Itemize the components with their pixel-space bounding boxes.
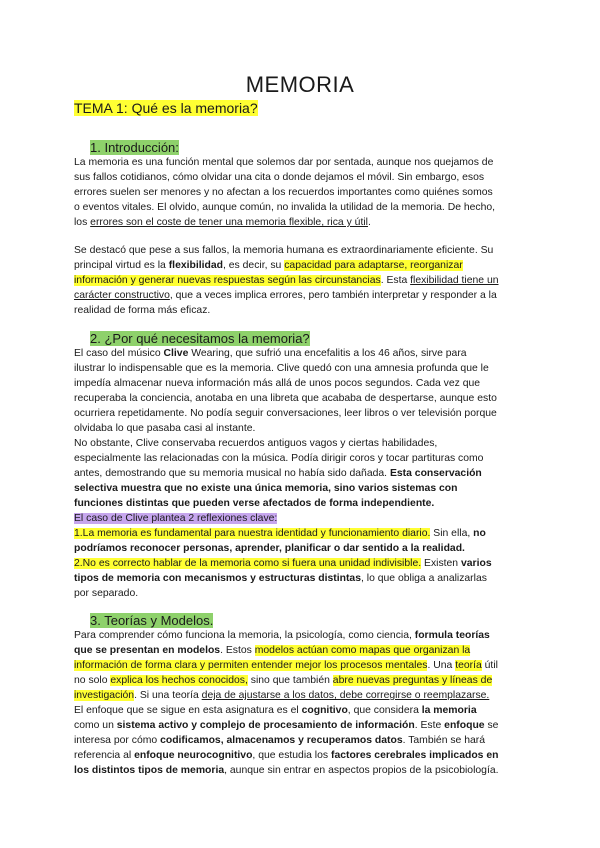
bold-text: enfoque: [444, 720, 485, 731]
highlighted-text: información y generar nuevas respuestas según las circunstancias: [74, 275, 381, 286]
text-run: Para comprender cómo funciona la memoria, la psicología, como ciencia,: [74, 630, 415, 641]
text-line: impedía almacenar nueva información más allá de unos pocos segundos. Cada vez que: [74, 378, 481, 389]
bold-text: sistema activo y complejo de procesamiento de información: [116, 720, 415, 731]
text-run: no solo: [74, 675, 111, 686]
text-run: . Esta: [380, 275, 411, 286]
bold-text: los distintos tipos de memoria: [74, 765, 225, 776]
text-run: . Una: [427, 660, 456, 671]
text-line: selectiva muestra que no existe una única memoria, sino varios sistemas con: [74, 483, 458, 494]
text-run: útil: [481, 660, 498, 671]
text-run: se: [484, 720, 499, 731]
text-line: especialmente las relacionadas con la música. Podía dirigir coros y tocar partituras como: [74, 453, 484, 464]
bold-text: Esta conservación: [389, 468, 482, 479]
bold-text: que se presentan en modelos: [74, 645, 221, 656]
topic-heading: [74, 100, 258, 116]
topic-heading-text: TEMA 1: Qué es la memoria?: [74, 100, 258, 116]
underlined-text: deja de ajustarse a los datos, debe corregirse o reemplazarse.: [201, 690, 490, 701]
section-1-heading-text: 1. Introducción:: [90, 140, 179, 155]
bold-text: Clive: [163, 348, 189, 359]
section-1-paragraph-1: [74, 155, 526, 230]
section-3-heading-text: 3. Teorías y Modelos.: [90, 613, 214, 628]
text-run: antes, demostrando que su memoria musical no había sido dañada.: [74, 468, 390, 479]
text-line: errores suelen ser menores y no afectan a los recuerdos importantes como quiénes somos: [74, 187, 493, 198]
highlighted-text: capacidad para adaptarse, reorganizar: [284, 260, 463, 271]
highlighted-text: explica los hechos conocidos,: [110, 675, 248, 686]
text-run: Existen: [421, 558, 461, 569]
text-run: como un: [74, 720, 117, 731]
text-line: [74, 703, 526, 718]
text-line: ocurriera repetidamente. No podía seguir conversaciones, leer libros o ver televisión porque: [74, 408, 497, 419]
text-run: El caso del músico: [74, 348, 164, 359]
text-run: El enfoque que se sigue en esta asignatura es el: [74, 705, 302, 716]
text-line: olvidaba lo que pasaba casi al instante.: [74, 423, 256, 434]
text-line: [74, 688, 526, 703]
highlighted-text: abre nuevas preguntas y líneas de: [332, 675, 493, 686]
text-run: . Este: [414, 720, 445, 731]
text-run: , que a veces implica errores, pero también interpretar y responder a la: [169, 290, 497, 301]
section-1-paragraph-2: [74, 243, 526, 318]
bold-text: cognitivo: [301, 705, 348, 716]
text-run: , lo que obliga a analizarlas: [361, 573, 487, 584]
text-line: [74, 673, 526, 688]
text-run: Sin ella,: [430, 528, 474, 539]
text-line: [74, 658, 526, 673]
bold-text: tipos de memoria con mecanismos y estructuras distintas: [74, 573, 361, 584]
text-run: . También se hará: [402, 735, 486, 746]
text-line: [74, 273, 526, 288]
text-line: [74, 215, 526, 230]
text-line: Se destacó que pese a sus fallos, la memoria humana es extraordinariamente eficiente. Su: [74, 245, 494, 256]
text-line: por separado.: [74, 588, 139, 599]
text-run: principal virtud es la: [74, 260, 169, 271]
underlined-text: flexibilidad tiene un: [410, 275, 499, 286]
highlighted-text: investigación: [74, 690, 135, 701]
highlighted-text: información de forma clara y permiten entender mejor los procesos mentales: [74, 660, 428, 671]
bold-text: varios: [460, 558, 492, 569]
section-2-paragraph-1: [74, 346, 526, 436]
document-title: MEMORIA: [245, 72, 355, 97]
text-run: , que considera: [347, 705, 422, 716]
text-run: sino que también: [247, 675, 333, 686]
text-line: recuperaba la conciencia, anotaba en una libreta que acababa de despertarse, aunque esto: [74, 393, 497, 404]
text-line: o eventos vitales. El olvido, aunque común, no invalida la utilidad de la memoria. De hecho,: [74, 202, 496, 213]
bold-text: factores cerebrales implicados en: [330, 750, 499, 761]
highlighted-text: modelos actúan como mapas que organizan la: [254, 645, 471, 656]
text-line: [74, 718, 526, 733]
bold-text: codificamos, almacenamos y recuperamos datos: [160, 735, 403, 746]
section-1-heading: [90, 140, 179, 155]
highlighted-text: 2.No es correcto hablar de la memoria como si fuera una unidad indivisible.: [74, 558, 422, 569]
text-run: , que estudia los: [252, 750, 331, 761]
section-2-heading: [90, 331, 310, 346]
text-run: los: [74, 217, 91, 228]
text-run: . Si una teoría: [134, 690, 202, 701]
text-line: [74, 288, 526, 303]
text-line: [74, 556, 526, 571]
section-3-paragraph-1: [74, 628, 526, 778]
text-line: [74, 346, 526, 361]
text-line: [74, 571, 526, 586]
text-run: interesa por cómo: [74, 735, 161, 746]
text-run: . Estos: [220, 645, 255, 656]
section-3-heading: [90, 613, 213, 628]
underlined-text: errores son el coste de tener una memoria flexible, rica y útil: [90, 217, 368, 228]
text-run: .: [367, 217, 371, 228]
text-line: [74, 258, 526, 273]
highlighted-text: teoría: [455, 660, 482, 671]
text-run: Wearing, que sufrió una encefalitis a los 46 años, sirve para: [188, 348, 467, 359]
text-run: , es decir, su: [223, 260, 285, 271]
text-line: sus fallos cotidianos, cómo olvidar una cita o donde dejamos el móvil. Sin embargo, esos: [74, 172, 485, 183]
text-line: [74, 511, 526, 526]
text-run: , aunque sin entrar en aspectos propios de la psicobiología.: [224, 765, 499, 776]
text-line: [74, 526, 526, 541]
bold-text: formula teorías: [414, 630, 490, 641]
text-line: ilustrar lo indispensable que es la memoria. Clive quedó con una amnesia profunda que le: [74, 363, 489, 374]
text-line: [74, 733, 526, 748]
text-line: [74, 748, 526, 763]
bold-text: no: [473, 528, 486, 539]
section-2-paragraph-3: [74, 511, 526, 601]
text-line: realidad de forma más eficaz.: [74, 305, 211, 316]
text-line: [74, 466, 526, 481]
bold-text: flexibilidad: [168, 260, 223, 271]
text-line: [74, 628, 526, 643]
highlighted-text: El caso de Clive plantea 2 reflexiones clave:: [74, 513, 278, 524]
text-line: [74, 763, 526, 778]
text-line: La memoria es una función mental que solemos dar por sentada, aunque nos quejamos de: [74, 157, 494, 168]
text-line: podríamos reconocer personas, aprender, planificar o dar sentido a la realidad.: [74, 543, 465, 554]
section-2-heading-text: 2. ¿Por qué necesitamos la memoria?: [90, 331, 310, 346]
text-line: funciones distintas que pueden verse afectados de forma independiente.: [74, 498, 435, 509]
underlined-text: carácter constructivo: [74, 290, 170, 301]
bold-text: la memoria: [421, 705, 477, 716]
text-line: No obstante, Clive conservaba recuerdos antiguos vagos y ciertas habilidades,: [74, 438, 438, 449]
bold-text: enfoque neurocognitivo: [134, 750, 253, 761]
text-run: referencia al: [74, 750, 135, 761]
highlighted-text: 1.La memoria es fundamental para nuestra identidad y funcionamiento diario.: [74, 528, 431, 539]
text-line: [74, 643, 526, 658]
section-2-paragraph-2: [74, 436, 526, 511]
